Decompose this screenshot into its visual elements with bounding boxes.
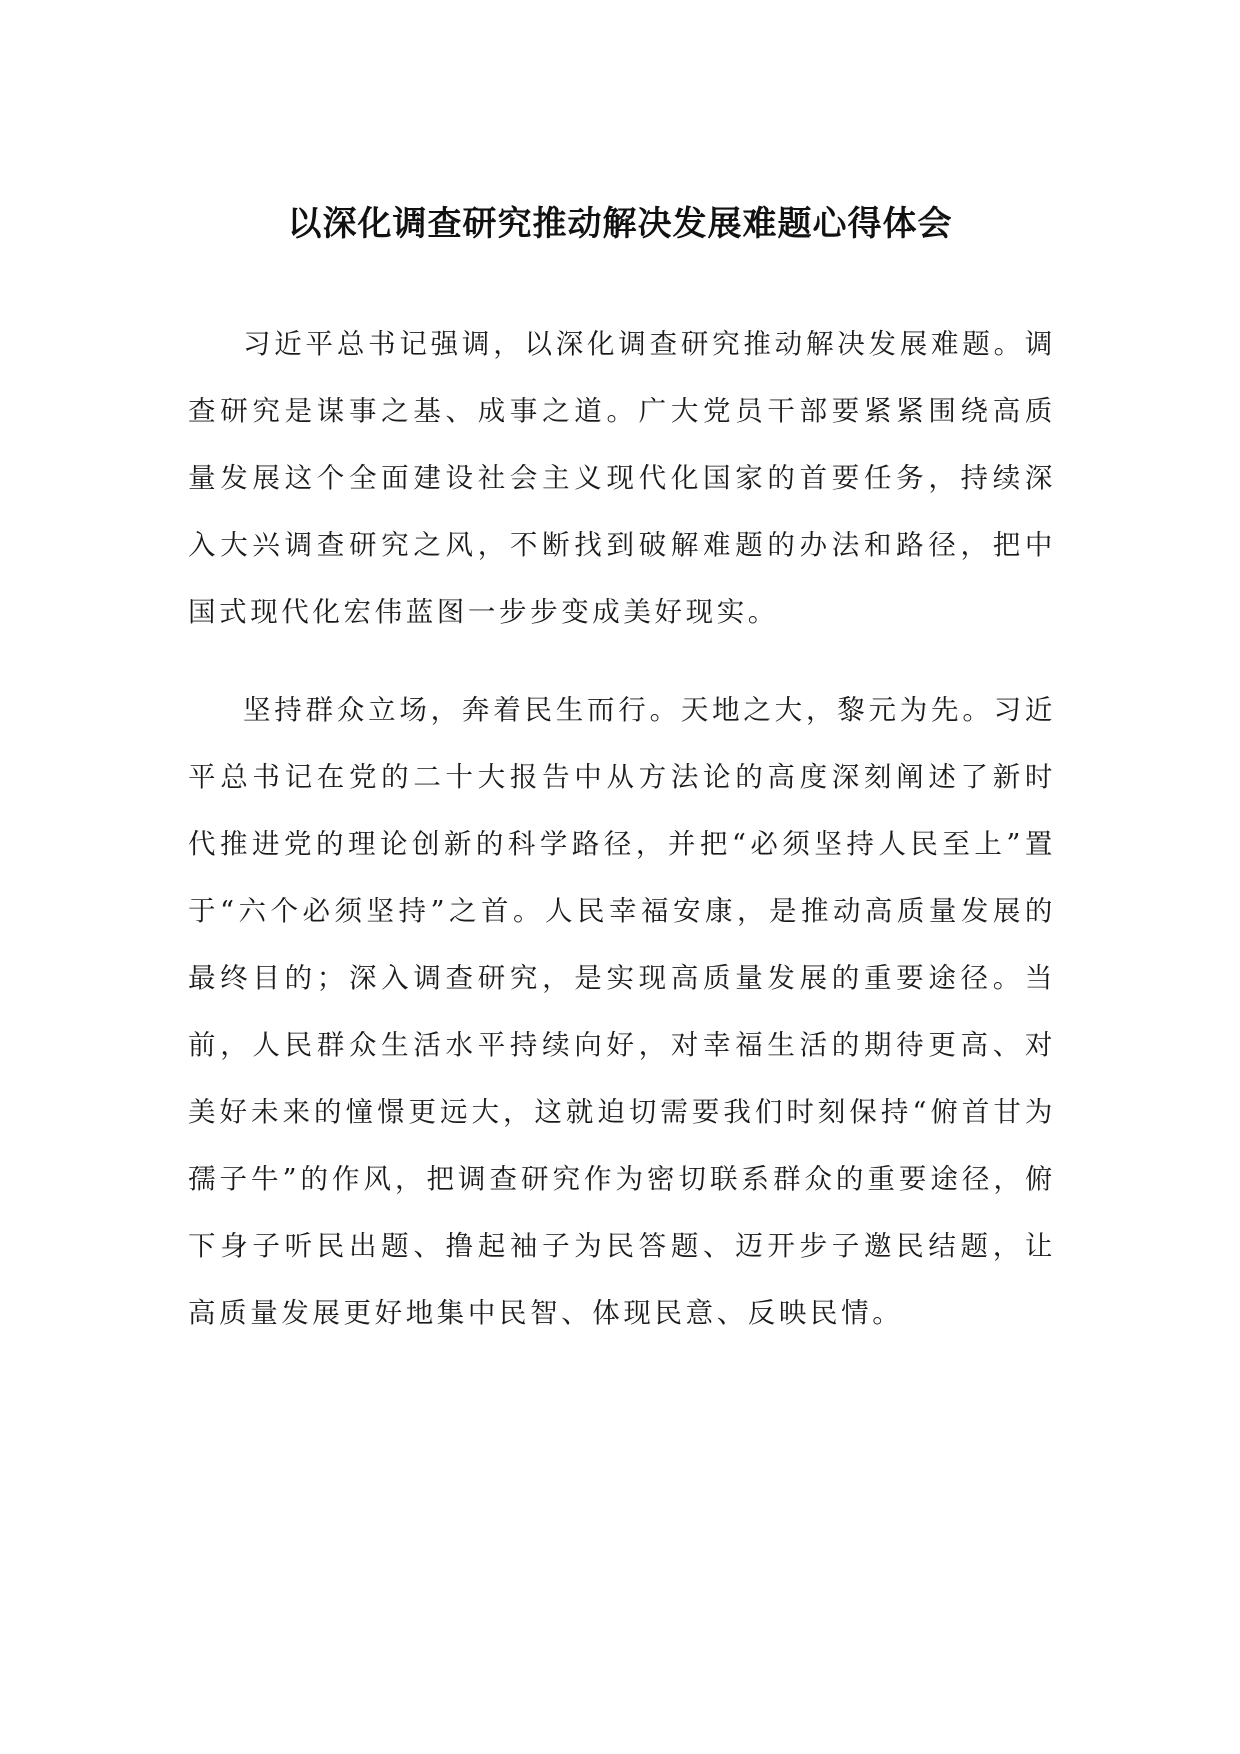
body-paragraph-2: 坚持群众立场，奔着民生而行。天地之大，黎元为先。习近平总书记在党的二十大报告中从方法论的高度深刻阐述了新时代推进党的理论创新的科学路径，并把“必须坚持人民至上”置于“六个必须坚持”之首。人民幸福安康，是推动高质量发展的最终目的；深入调查研究，是实现高质量发展的重要途径。当前，人民群众生活水平持续向好，对幸福生活的期待更高、对美好未来的憧憬更远大，这就迫切需要我们时刻保持“俯首甘为孺子牛”的作风，把调查研究作为密切联系群众的重要途径，俯下身子听民出题、撸起袖子为民答题、迈开步子邀民结题，让高质量发展更好地集中民智、体现民意、反映民情。: [188, 694, 1056, 1329]
document-title: 以深化调查研究推动解决发展难题心得体会: [287, 204, 953, 244]
body-paragraph-1: 习近平总书记强调，以深化调查研究推动解决发展难题。调查研究是谋事之基、成事之道。广大党员干部要紧紧围绕高质量发展这个全面建设社会主义现代化国家的首要任务，持续深入大兴调查研究之风，不断找到破解难题的办法和路径，把中国式现代化宏伟蓝图一步步变成美好现实。: [188, 328, 1056, 628]
